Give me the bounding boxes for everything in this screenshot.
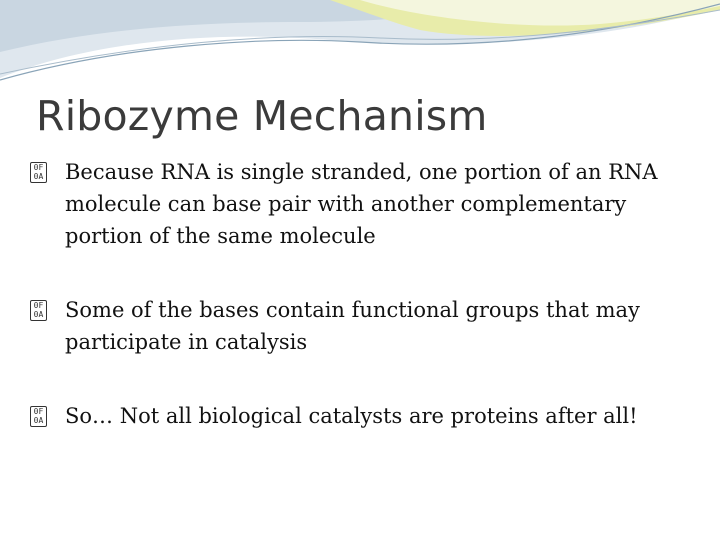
missing-glyph-box-icon: 0F 0A bbox=[30, 300, 47, 321]
missing-glyph-box-icon: 0F 0A bbox=[30, 162, 47, 183]
bullet-text: Some of the bases contain functional groups that may participate in catalysis bbox=[65, 298, 640, 354]
missing-glyph-box-icon: 0F 0A bbox=[30, 406, 47, 427]
header-wave-decoration bbox=[0, 0, 720, 90]
slide-title: Ribozyme Mechanism bbox=[36, 92, 488, 140]
bullet-item bbox=[30, 400, 700, 432]
bullet-text: So… Not all biological catalysts are proteins after all! bbox=[65, 404, 638, 428]
bullet-text: Because RNA is single stranded, one portion of an RNA molecule can base pair with another complementary portion of the same molecule bbox=[65, 160, 658, 248]
bullet-list bbox=[30, 156, 700, 432]
bullet-item bbox=[30, 294, 700, 358]
bullet-item bbox=[30, 156, 700, 252]
